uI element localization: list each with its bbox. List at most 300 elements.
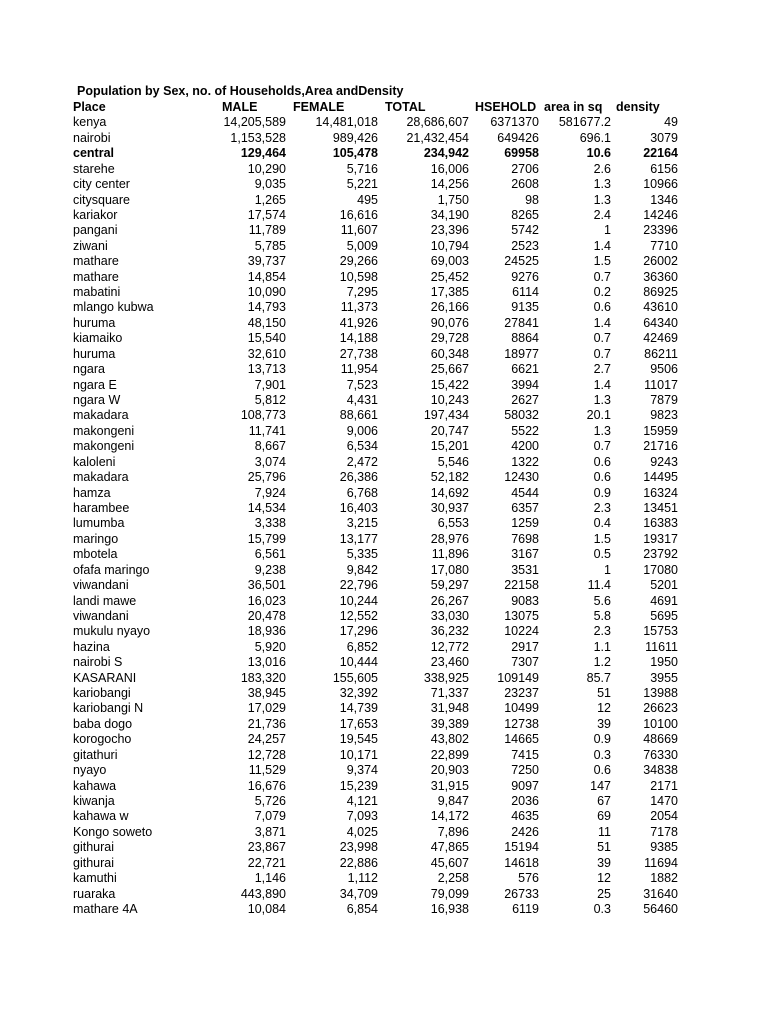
cell-female: 10,171 [339,747,378,762]
cell-male: 12,728 [247,747,286,762]
cell-density: 9823 [650,408,678,423]
cell-hsehold: 10224 [504,624,539,639]
cell-hsehold: 649426 [497,130,539,145]
cell-total: 28,976 [430,531,469,546]
cell-place: citysquare [73,192,130,207]
cell-hsehold: 6621 [511,362,539,377]
cell-female: 9,006 [346,423,378,438]
cell-total: 14,172 [430,809,469,824]
cell-density: 3955 [650,670,678,685]
cell-area: 2.3 [593,500,611,515]
cell-density: 16383 [643,516,678,531]
cell-place: Kongo soweto [73,824,153,839]
cell-hsehold: 14665 [504,732,539,747]
table-row [71,408,680,423]
cell-female: 41,926 [339,315,378,330]
cell-density: 1950 [650,655,678,670]
cell-total: 234,942 [423,146,469,161]
cell-density: 11611 [645,639,678,654]
table-row [71,393,680,408]
cell-male: 11,529 [248,763,286,778]
table-row [71,115,680,130]
cell-place: central [73,146,114,161]
cell-area: 1.4 [593,377,611,392]
cell-area: 1.4 [593,238,611,253]
cell-female: 10,598 [339,269,378,284]
cell-place: kenya [73,115,107,130]
cell-density: 1346 [650,192,678,207]
table-row [71,578,680,593]
cell-total: 36,232 [430,624,469,639]
cell-area: 69 [597,809,611,824]
table-row [71,779,680,794]
cell-total: 23,396 [430,223,469,238]
cell-area: 1 [604,562,611,577]
cell-female: 5,716 [346,161,378,176]
cell-density: 11694 [644,855,678,870]
cell-total: 43,802 [430,732,469,747]
cell-hsehold: 5522 [511,423,539,438]
cell-area: 11.4 [587,578,611,593]
cell-place: kahawa [73,778,117,793]
cell-male: 39,737 [247,254,286,269]
cell-total: 71,337 [430,686,469,701]
cell-hsehold: 109149 [497,670,539,685]
cell-total: 59,297 [430,578,469,593]
cell-density: 86211 [644,346,678,361]
cell-hsehold: 98 [525,192,539,207]
cell-hsehold: 9276 [511,269,539,284]
cell-density: 11017 [644,377,678,392]
cell-total: 9,847 [437,793,469,808]
cell-hsehold: 7415 [511,747,539,762]
cell-hsehold: 3531 [511,562,539,577]
cell-density: 9243 [650,454,678,469]
cell-density: 26623 [643,701,678,716]
cell-area: 1.3 [593,177,611,192]
table-row [71,223,680,238]
table-row [71,193,680,208]
cell-place: huruma [73,346,116,361]
cell-female: 7,093 [346,809,378,824]
table-row [71,547,680,562]
cell-male: 32,610 [247,346,286,361]
cell-male: 7,924 [254,485,286,500]
cell-area: 0.7 [593,331,611,346]
cell-hsehold: 8864 [511,331,539,346]
cell-total: 60,348 [430,346,469,361]
header-place: Place [73,100,106,114]
cell-female: 14,188 [339,331,378,346]
table-row [71,439,680,454]
cell-male: 7,079 [254,809,286,824]
cell-hsehold: 10499 [504,701,539,716]
cell-density: 43610 [643,300,678,315]
cell-place: gitathuri [73,747,118,762]
cell-area: 0.6 [593,300,611,315]
cell-place: kariakor [73,207,118,222]
cell-area: 0.6 [593,454,611,469]
cell-place: kahawa w [73,809,129,824]
cell-hsehold: 26733 [504,886,539,901]
cell-hsehold: 7250 [511,763,539,778]
cell-place: mathare [73,269,119,284]
cell-male: 8,667 [254,439,286,454]
cell-total: 25,452 [430,269,469,284]
cell-density: 1882 [650,871,678,886]
cell-total: 31,915 [430,778,469,793]
cell-male: 9,035 [254,177,286,192]
cell-place: githurai [73,840,114,855]
cell-female: 14,481,018 [315,115,378,130]
cell-male: 17,574 [247,207,286,222]
cell-density: 26002 [643,254,678,269]
cell-density: 56460 [643,901,678,916]
cell-area: 5.6 [593,593,611,608]
cell-female: 5,335 [346,547,378,562]
cell-density: 4691 [650,593,678,608]
cell-hsehold: 2608 [511,177,539,192]
cell-female: 22,796 [339,578,378,593]
cell-area: 1.3 [593,192,611,207]
cell-male: 16,676 [247,778,286,793]
cell-hsehold: 9083 [511,593,539,608]
cell-total: 15,201 [430,439,469,454]
table-row [71,285,680,300]
cell-density: 64340 [643,315,678,330]
cell-place: nyayo [73,763,107,778]
cell-male: 10,084 [247,901,286,916]
cell-female: 10,244 [339,593,378,608]
cell-place: landi mawe [73,593,137,608]
cell-density: 2171 [650,778,678,793]
table-body [71,115,680,917]
header-density: density [616,100,660,114]
table-row [71,840,680,855]
cell-density: 7178 [650,824,678,839]
cell-female: 27,738 [339,346,378,361]
table-row [71,871,680,886]
table-row [71,455,680,470]
cell-area: 0.7 [593,269,611,284]
cell-male: 14,205,589 [223,115,286,130]
cell-total: 30,937 [430,500,469,515]
cell-female: 6,534 [346,439,378,454]
cell-male: 1,153,528 [230,130,286,145]
cell-hsehold: 2917 [511,639,539,654]
cell-total: 28,686,607 [406,115,469,130]
cell-total: 10,243 [430,393,469,408]
table-row [71,609,680,624]
header-total: TOTAL [385,100,426,114]
cell-male: 20,478 [247,608,286,623]
cell-total: 90,076 [430,315,469,330]
cell-place: makadara [73,408,129,423]
cell-total: 31,948 [430,701,469,716]
cell-total: 22,899 [430,747,469,762]
cell-place: ziwani [73,238,108,253]
table-row [71,470,680,485]
cell-male: 14,534 [247,500,286,515]
cell-total: 33,030 [430,608,469,623]
cell-area: 696.1 [579,130,611,145]
cell-place: mabatini [73,285,121,300]
cell-female: 155,605 [332,670,378,685]
table-row [71,378,680,393]
cell-male: 3,871 [254,824,286,839]
cell-area: 39 [597,716,611,731]
table-row [71,424,680,439]
cell-area: 1.1 [593,639,611,654]
cell-total: 79,099 [430,886,469,901]
cell-total: 26,166 [430,300,469,315]
cell-hsehold: 58032 [504,408,539,423]
cell-density: 6156 [650,161,678,176]
cell-male: 15,799 [247,531,286,546]
table-row [71,270,680,285]
cell-male: 7,901 [254,377,286,392]
table-row [71,624,680,639]
cell-male: 24,257 [247,732,286,747]
cell-female: 17,296 [339,624,378,639]
cell-area: 0.4 [593,516,611,531]
population-table [71,100,680,917]
cell-female: 6,768 [346,485,378,500]
table-row [71,640,680,655]
table-row [71,300,680,315]
cell-hsehold: 13075 [504,608,539,623]
cell-male: 5,785 [254,238,286,253]
cell-place: pangani [73,223,118,238]
cell-hsehold: 6371370 [490,115,539,130]
cell-density: 86925 [643,285,678,300]
cell-place: makongeni [73,423,135,438]
cell-male: 3,074 [254,454,286,469]
cell-total: 16,938 [430,901,469,916]
cell-density: 15959 [643,423,678,438]
cell-total: 197,434 [423,408,469,423]
cell-place: lumumba [73,516,125,531]
cell-total: 14,692 [430,485,469,500]
cell-total: 2,258 [437,871,469,886]
cell-place: kiwanja [73,793,115,808]
cell-density: 15753 [643,624,678,639]
cell-male: 18,936 [247,624,286,639]
cell-place: korogocho [73,732,132,747]
cell-density: 13451 [643,500,678,515]
cell-male: 11,789 [248,223,286,238]
cell-hsehold: 4544 [511,485,539,500]
table-row [71,856,680,871]
cell-place: starehe [73,161,115,176]
table-row [71,825,680,840]
cell-male: 25,796 [247,470,286,485]
cell-area: 1 [604,223,611,238]
cell-place: mathare [73,254,119,269]
cell-total: 338,925 [423,670,469,685]
cell-place: hazina [73,639,110,654]
cell-female: 14,739 [339,701,378,716]
cell-hsehold: 4200 [511,439,539,454]
cell-place: makadara [73,470,129,485]
cell-female: 16,403 [339,500,378,515]
cell-female: 29,266 [339,254,378,269]
cell-area: 51 [597,686,611,701]
cell-total: 14,256 [430,177,469,192]
cell-area: 12 [597,701,611,716]
cell-area: 0.7 [593,346,611,361]
cell-hsehold: 7307 [511,655,539,670]
cell-male: 14,854 [247,269,286,284]
cell-density: 7710 [650,238,678,253]
cell-male: 5,812 [254,393,286,408]
header-area: area in sq [544,100,603,114]
cell-total: 45,607 [430,855,469,870]
cell-male: 13,713 [247,362,286,377]
cell-hsehold: 6114 [512,285,539,300]
cell-female: 2,472 [346,454,378,469]
cell-female: 32,392 [339,686,378,701]
cell-hsehold: 3994 [511,377,539,392]
cell-density: 16324 [643,485,678,500]
table-row [71,563,680,578]
cell-area: 51 [597,840,611,855]
cell-density: 5695 [650,608,678,623]
cell-hsehold: 7698 [511,531,539,546]
cell-area: 2.7 [593,362,611,377]
cell-male: 13,016 [247,655,286,670]
cell-male: 17,029 [247,701,286,716]
cell-female: 22,886 [339,855,378,870]
cell-density: 19317 [643,531,678,546]
cell-male: 5,920 [254,639,286,654]
table-row [71,486,680,501]
cell-hsehold: 5742 [511,223,539,238]
header-male: MALE [222,100,258,114]
cell-total: 17,385 [430,285,469,300]
cell-density: 31640 [643,886,678,901]
cell-total: 39,389 [430,716,469,731]
cell-female: 4,025 [346,824,378,839]
cell-place: ngara W [73,393,121,408]
cell-female: 11,373 [340,300,378,315]
table-title: Population by Sex, no. of Households,Area andDensity [77,84,404,98]
table-row [71,732,680,747]
cell-area: 20.1 [586,408,611,423]
cell-area: 0.3 [593,747,611,762]
cell-total: 6,553 [437,516,469,531]
cell-female: 495 [357,192,378,207]
cell-area: 0.6 [593,470,611,485]
cell-area: 85.7 [586,670,611,685]
cell-density: 10100 [643,716,678,731]
cell-female: 7,523 [346,377,378,392]
table-row [71,177,680,192]
cell-total: 26,267 [430,593,469,608]
cell-male: 1,146 [254,871,286,886]
cell-area: 0.7 [593,439,611,454]
cell-place: makongeni [73,439,135,454]
cell-hsehold: 24525 [504,254,539,269]
cell-area: 147 [590,778,611,793]
cell-male: 15,540 [247,331,286,346]
cell-male: 10,090 [247,285,286,300]
cell-hsehold: 2706 [511,161,539,176]
cell-place: viwandani [73,578,129,593]
table-row [71,239,680,254]
cell-female: 11,607 [340,223,378,238]
cell-male: 1,265 [254,192,286,207]
cell-place: mlango kubwa [73,300,154,315]
cell-place: mukulu nyayo [73,624,151,639]
cell-male: 21,736 [247,716,286,731]
cell-female: 7,295 [346,285,378,300]
cell-area: 0.6 [593,763,611,778]
cell-hsehold: 576 [518,871,539,886]
cell-total: 69,003 [430,254,469,269]
cell-male: 11,741 [248,423,286,438]
cell-total: 29,728 [430,331,469,346]
cell-male: 5,726 [254,793,286,808]
cell-area: 12 [597,871,611,886]
cell-female: 9,842 [346,562,378,577]
cell-area: 1.5 [593,254,611,269]
cell-male: 9,238 [254,562,286,577]
header-hsehold: HSEHOLD [475,100,537,114]
cell-male: 14,793 [247,300,286,315]
cell-area: 1.2 [593,655,611,670]
cell-place: city center [73,177,130,192]
table-row [71,809,680,824]
cell-female: 6,854 [346,901,378,916]
table-row [71,655,680,670]
cell-place: ngara [73,362,105,377]
cell-male: 183,320 [240,670,286,685]
cell-male: 108,773 [240,408,286,423]
cell-female: 1,112 [347,871,378,886]
table-row [71,794,680,809]
cell-total: 7,896 [437,824,469,839]
cell-place: KASARANI [73,670,137,685]
cell-total: 34,190 [430,207,469,222]
cell-place: viwandani [73,608,129,623]
cell-total: 11,896 [431,547,469,562]
cell-hsehold: 2627 [511,393,539,408]
cell-male: 443,890 [240,886,286,901]
cell-hsehold: 4635 [511,809,539,824]
table-row [71,516,680,531]
table-row [71,362,680,377]
cell-hsehold: 9135 [511,300,539,315]
cell-area: 0.3 [593,901,611,916]
cell-female: 4,121 [346,793,378,808]
cell-area: 25 [597,886,611,901]
cell-total: 47,865 [430,840,469,855]
cell-male: 48,150 [247,315,286,330]
table-row [71,594,680,609]
cell-place: maringo [73,531,119,546]
cell-area: 2.6 [593,161,611,176]
cell-female: 105,478 [332,146,378,161]
cell-total: 20,903 [430,763,469,778]
cell-place: harambee [73,500,130,515]
cell-male: 22,721 [247,855,286,870]
cell-density: 23792 [643,547,678,562]
table-row [71,748,680,763]
cell-place: ofafa maringo [73,562,150,577]
cell-total: 5,546 [437,454,469,469]
cell-density: 1470 [650,793,678,808]
